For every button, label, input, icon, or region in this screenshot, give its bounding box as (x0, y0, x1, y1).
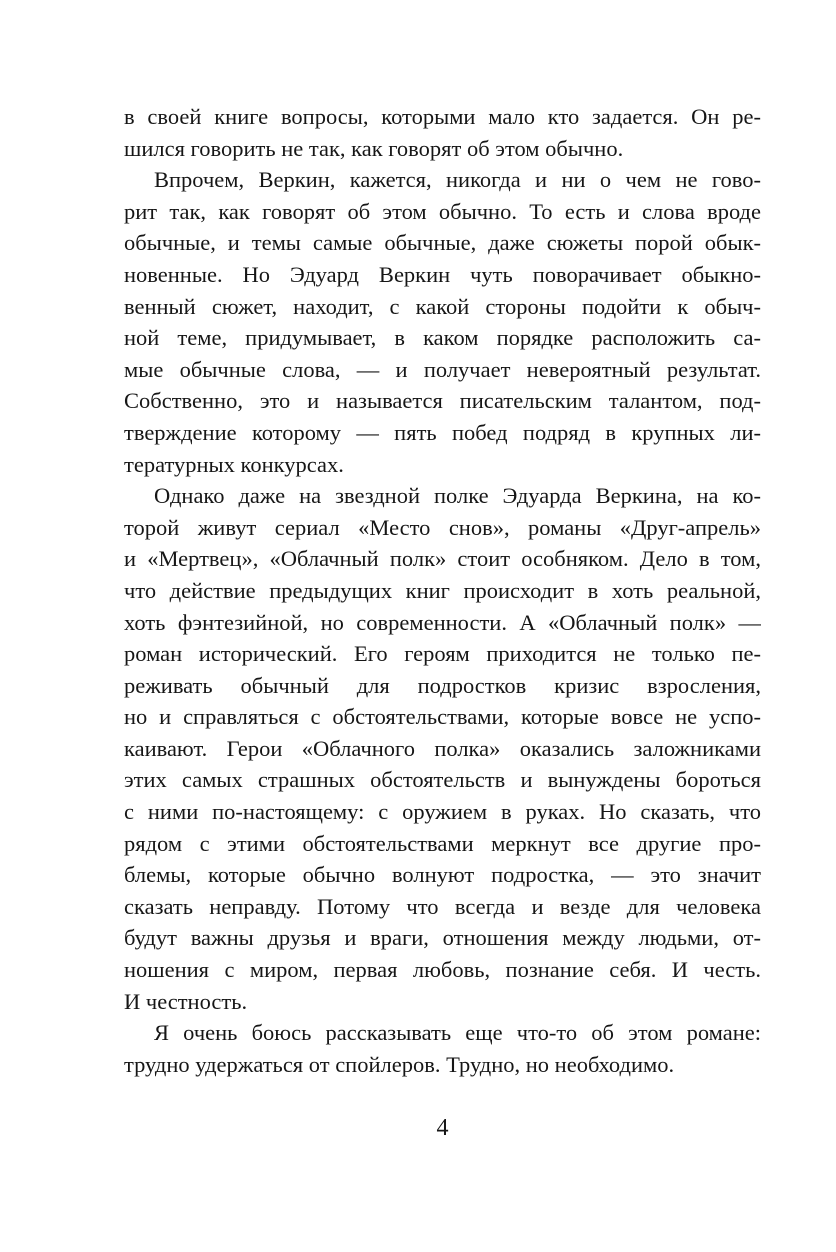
text-line: в своей книге вопросы, которыми мало кто задается. Он ре- (124, 104, 761, 129)
text-line: и «Мертвец», «Облачный полк» стоит особняком. Дело в том, (124, 546, 761, 572)
text-line: трудно удержаться от спойлеров. Трудно, но необходимо. (124, 1051, 675, 1077)
text-line: ношения с миром, первая любовь, познание себя. И честь. (124, 957, 761, 983)
text-line: этих самых страшных обстоятельств и вынуждены бороться (124, 767, 761, 793)
text-line: Однако даже на звездной полке Эдуарда Веркина, на ко- (154, 483, 761, 509)
text-line: ной теме, придумывает, в каком порядке расположить са- (124, 325, 761, 351)
text-line: каивают. Герои «Облачного полка» оказались заложниками (124, 735, 761, 761)
text-line: реживать обычный для подростков кризис взросления, (124, 672, 761, 698)
text-line: рядом с этими обстоятельствами меркнут все другие про- (124, 830, 761, 856)
text-line: И честность. (124, 988, 248, 1014)
text-line: торой живут сериал «Место снов», романы «Друг-апрель» (124, 514, 761, 540)
text-line: шился говорить не так, как говорят об этом обычно. (124, 135, 624, 161)
text-line: тверждение которому — пять побед подряд в крупных ли- (124, 419, 761, 445)
text-line: будут важны друзья и враги, отношения между людьми, от- (124, 925, 761, 951)
text-line: мые обычные слова, — и получает невероятный результат. (124, 356, 761, 382)
text-line: новенные. Но Эдуард Веркин чуть поворачивает обыкно- (124, 261, 761, 287)
text-line: роман исторический. Его героям приходится не только пе- (124, 641, 761, 667)
text-line: сказать неправду. Потому что всегда и везде для человека (124, 893, 761, 919)
text-block (124, 101, 761, 1080)
text-line: Впрочем, Веркин, кажется, никогда и ни о чем не гово- (154, 167, 761, 193)
text-line: с ними по-настоящему: с оружием в руках. Но сказать, что (124, 799, 761, 825)
text-line: но и справляться с обстоятельствами, которые вовсе не успо- (124, 704, 761, 730)
text-line: хоть фэнтезийной, но современности. А «Облачный полк» — (124, 609, 761, 635)
page-number: 4 (436, 1115, 449, 1141)
text-line: рит так, как говорят об этом обычно. То есть и слова вроде (124, 198, 761, 224)
text-line: венный сюжет, находит, с какой стороны подойти к обыч- (124, 293, 761, 319)
text-line: блемы, которые обычно волнуют подростка, — это значит (124, 862, 761, 888)
text-line: тературных конкурсах. (124, 451, 344, 477)
text-line: что действие предыдущих книг происходит в хоть реальной, (124, 577, 761, 603)
text-line: Собственно, это и называется писательским талантом, под- (124, 388, 761, 414)
text-line: обычные, и темы самые обычные, даже сюжеты порой обык- (124, 230, 761, 256)
text-line: Я очень боюсь рассказывать еще что-то об этом романе: (154, 1020, 761, 1046)
